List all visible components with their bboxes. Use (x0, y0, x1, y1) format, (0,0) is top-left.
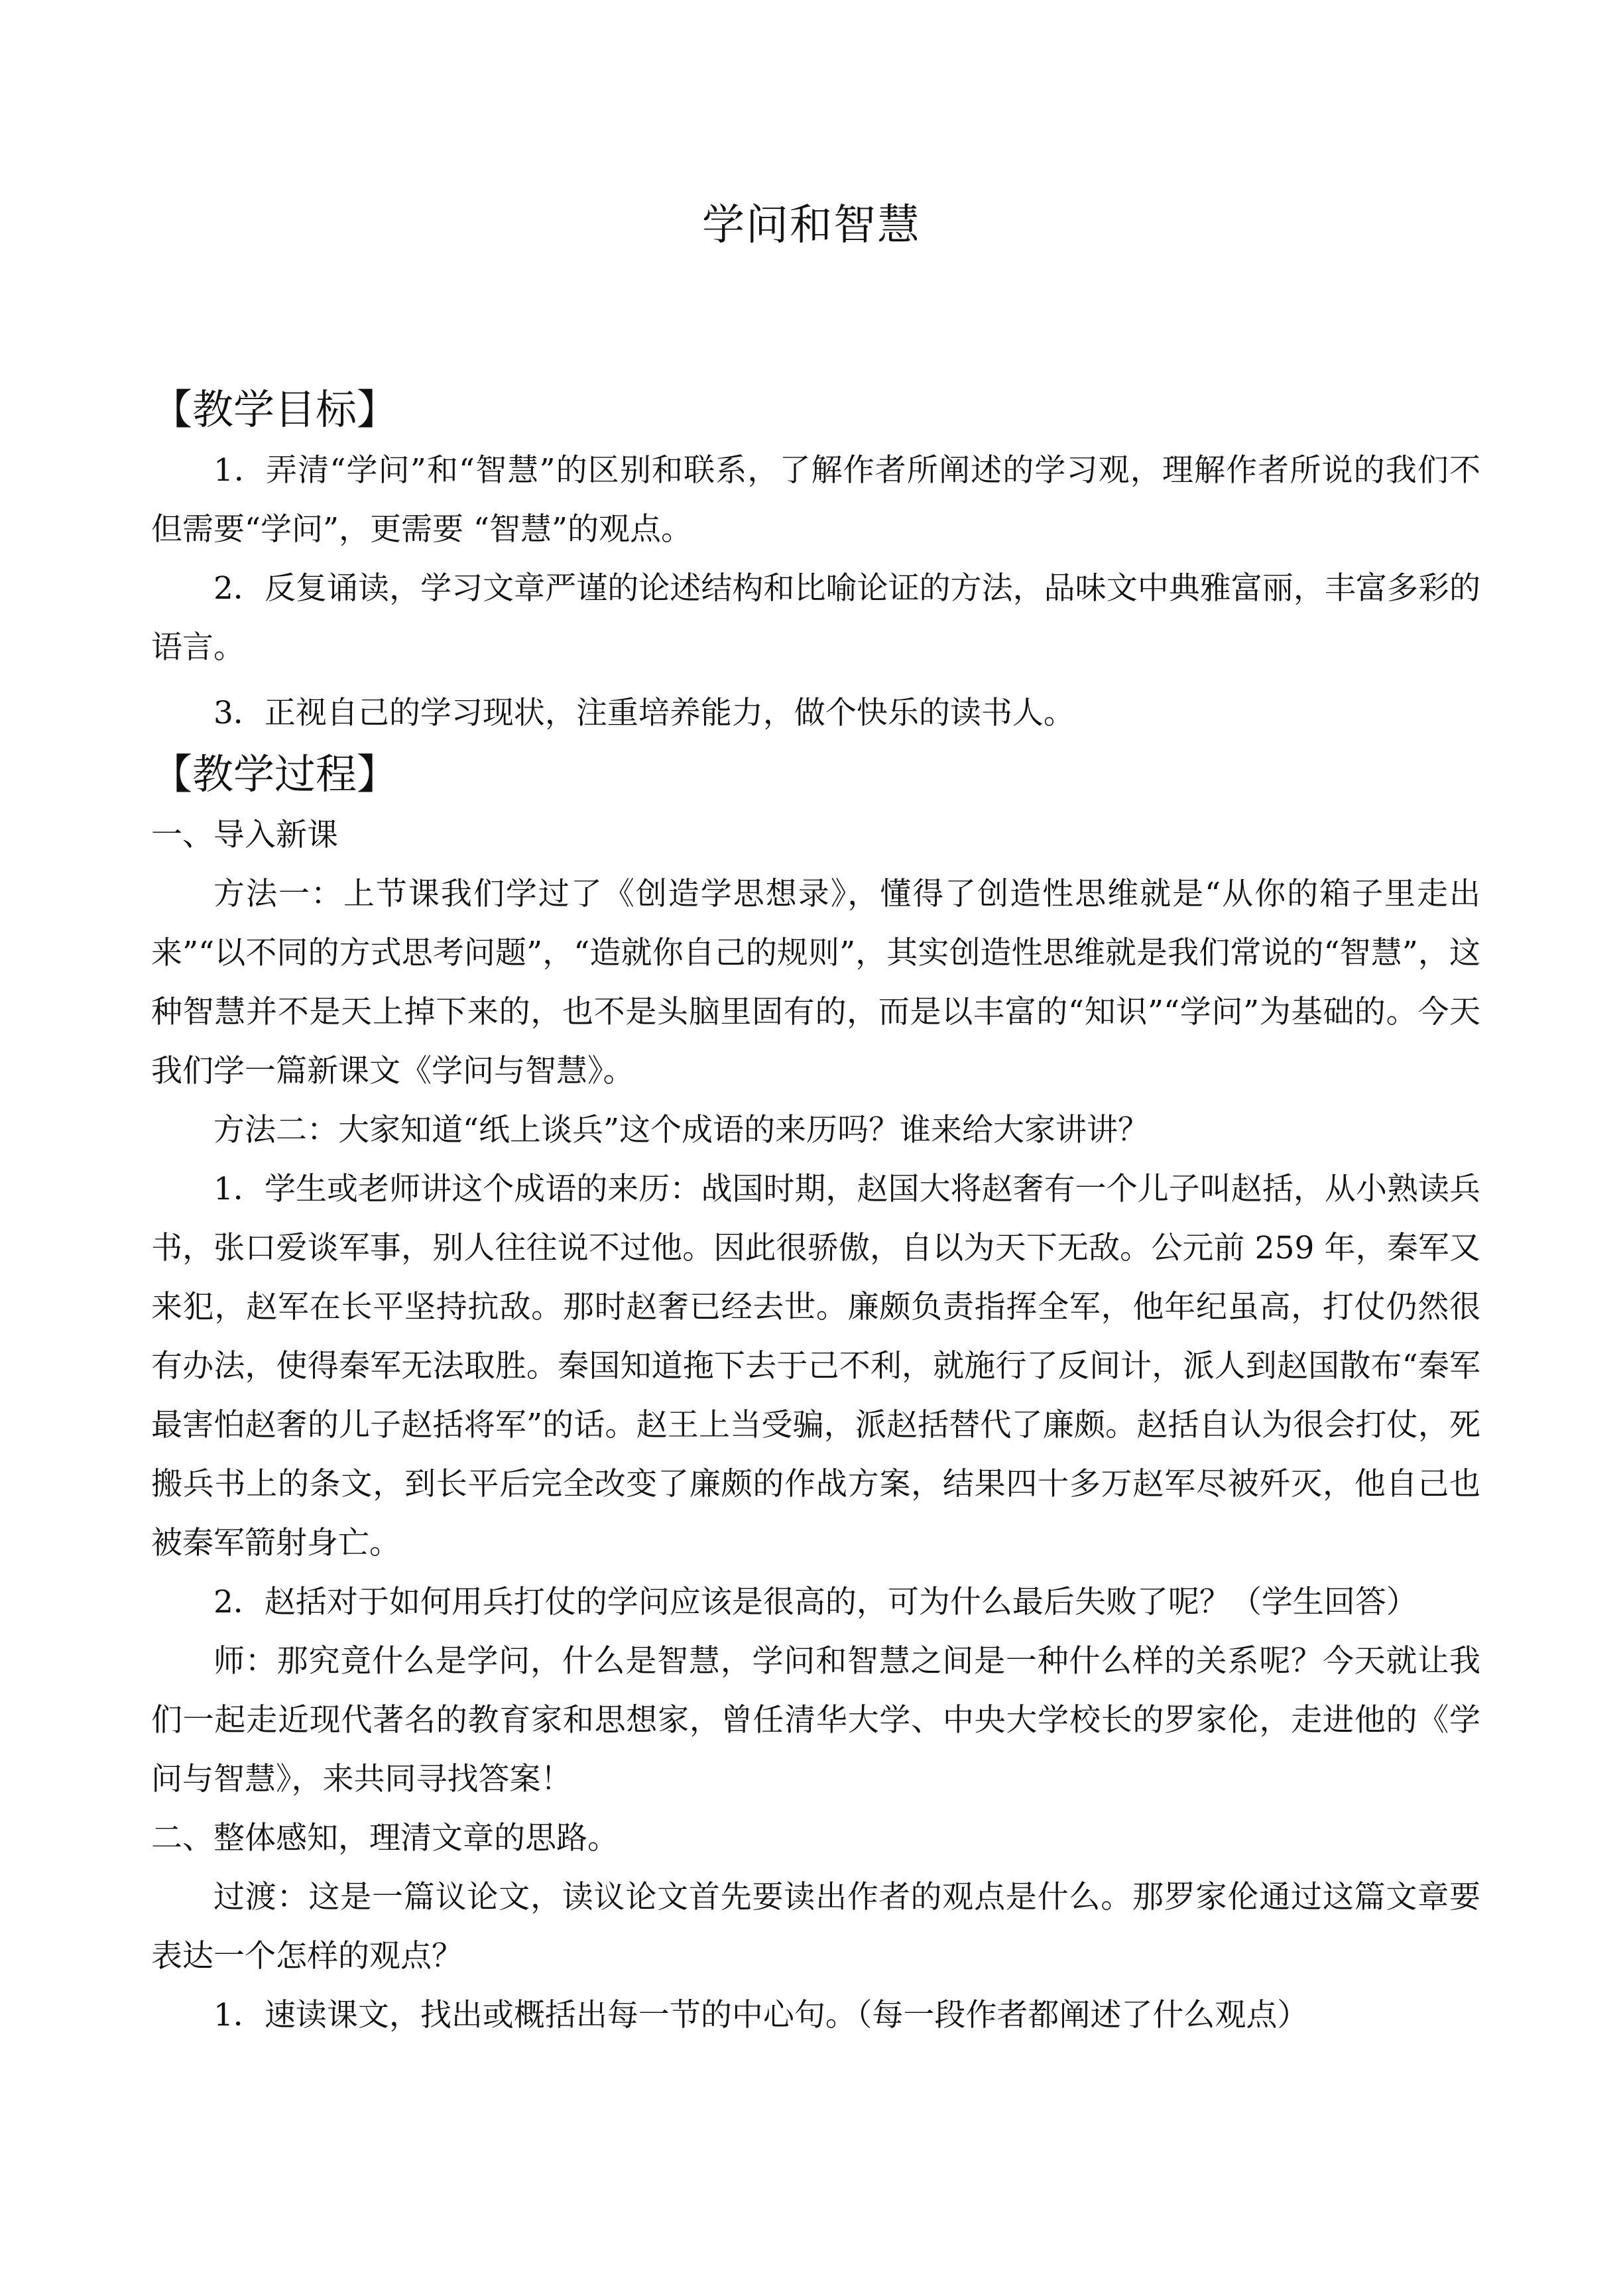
paragraph: 2．赵括对于如何用兵打仗的学问应该是很高的，可为什么最后失败了呢？（学生回答） (213, 1584, 1417, 1620)
section-heading-overview: 二、整体感知，理清文章的思路。 (151, 1820, 619, 1856)
paragraph: 1．学生或老师讲这个成语的来历：战国时期，赵国大将赵奢有一个儿子叫赵括，从小熟读兵书，张口爱谈军事，别人往往说不过他。因此很骄傲，自以为天下无敌。公元前 259 年，秦军又来犯，赵军在长平坚持抗敌。那时赵奢已经去世。廉颇负责指挥全军，他年纪虽高，打仗仍然很有办法，使得秦军无法取胜。秦国知道拖下去于己不利，就施行了反间计，派人到赵国散布“秦军最害怕赵奢的儿子赵括将军”的话。赵王上当受骗，派赵括替代了廉颇。赵括自认为很会打仗，死搬兵书上的条文，到长平后完全改变了廉颇的作战方案，结果四十多万赵军尽被歼灭，他自己也被秦军箭射身亡。 (151, 1171, 1480, 1561)
goal-item: 1．弄清“学问”和“智慧”的区别和联系，了解作者所阐述的学习观，理解作者所说的我们不但需要“学问”，更需要 “智慧”的观点。 (151, 452, 1480, 548)
page-title: 学问和智慧 (702, 201, 921, 250)
goals-heading: 【教学目标】 (151, 385, 398, 434)
paragraph: 1．速读课文，找出或概括出每一节的中心句。（每一段作者都阐述了什么观点） (213, 1997, 1309, 2033)
goal-item: 3．正视自己的学习现状，注重培养能力，做个快乐的读书人。 (213, 695, 1075, 731)
document-body (151, 378, 1480, 2045)
paragraph: 过渡：这是一篇议论文，读议论文首先要读出作者的观点是什么。那罗家伦通过这篇文章要表达一个怎样的观点？ (151, 1879, 1480, 1974)
paragraph: 方法一：上节课我们学过了《创造学思想录》，懂得了创造性思维就是“从你的箱子里走出来”“以不同的方式思考问题”，“造就你自己的规则”，其实创造性思维就是我们常说的“智慧”，这种智慧并不是天上掉下来的，也不是头脑里固有的，而是以丰富的“知识”“学问”为基础的。今天我们学一篇新课文《学问与智慧》。 (151, 876, 1480, 1089)
section-heading-intro: 一、导入新课 (151, 817, 338, 853)
paragraph: 方法二：大家知道“纸上谈兵”这个成语的来历吗？谁来给大家讲讲？ (213, 1112, 1150, 1148)
process-heading: 【教学过程】 (151, 750, 398, 798)
goal-item: 2．反复诵读，学习文章严谨的论述结构和比喻论证的方法，品味文中典雅富丽，丰富多彩的语言。 (151, 570, 1480, 666)
paragraph: 师：那究竟什么是学问，什么是智慧，学问和智慧之间是一种什么样的关系呢？今天就让我们一起走近现代著名的教育家和思想家，曾任清华大学、中央大学校长的罗家伦，走进他的《学问与智慧》，来共同寻找答案！ (151, 1643, 1480, 1797)
